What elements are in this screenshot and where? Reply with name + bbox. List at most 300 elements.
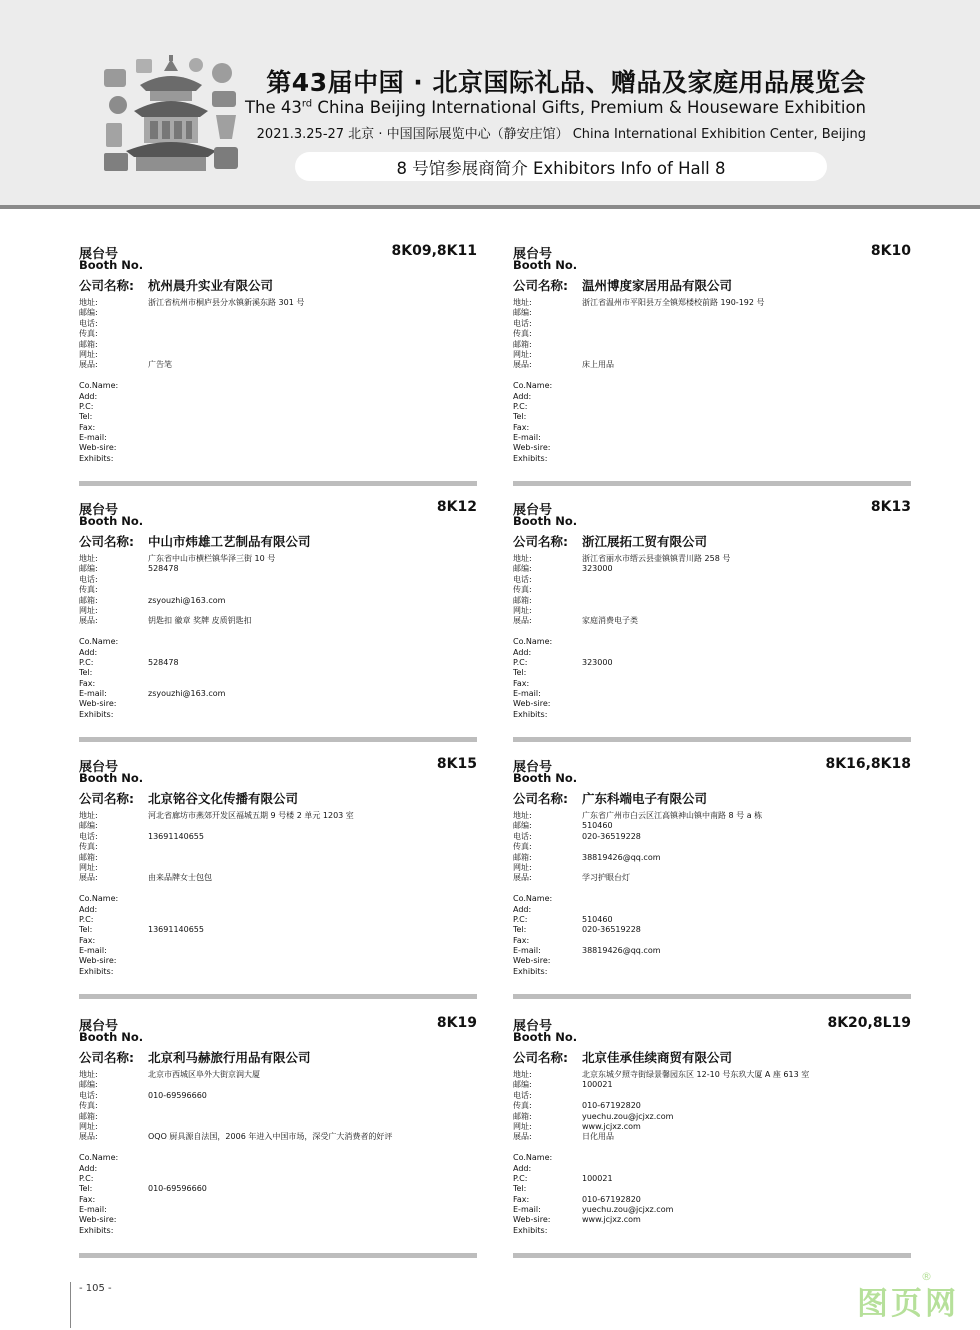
detail-row — [513, 699, 911, 709]
detail-label: Exhibits: — [79, 966, 114, 976]
detail-spacer — [79, 1143, 477, 1153]
detail-label: 邮箱: — [79, 595, 98, 605]
detail-label: Fax: — [79, 1194, 96, 1204]
detail-label: 邮箱: — [79, 1111, 98, 1121]
detail-row — [513, 811, 911, 821]
detail-label: P.C: — [513, 914, 528, 924]
detail-label: Web-sire: — [79, 956, 117, 966]
company-label: 公司名称: — [513, 1050, 568, 1065]
detail-row — [513, 554, 911, 564]
exhibitor-card — [79, 756, 477, 999]
detail-row — [513, 585, 911, 595]
detail-label: 网址: — [79, 605, 98, 615]
company-name: 广东科端电子有限公司 — [582, 791, 708, 806]
detail-label: 电话: — [79, 1090, 98, 1100]
exhibitor-details — [79, 554, 477, 720]
detail-value: 学习护眼台灯 — [582, 873, 630, 883]
detail-label: 地址: — [79, 811, 98, 820]
detail-label: 电话: — [513, 318, 532, 328]
exhibition-title-cn: 第43届中国 · 北京国际礼品、赠品及家庭用品展览会 — [266, 68, 866, 97]
detail-row — [79, 433, 477, 443]
detail-label: 传真: — [79, 329, 98, 339]
detail-label: Fax: — [79, 678, 96, 688]
detail-label: Fax: — [79, 935, 96, 945]
detail-label: 邮编: — [79, 1080, 98, 1090]
company-label: 公司名称: — [513, 791, 568, 806]
detail-label: 传真: — [513, 585, 532, 595]
detail-value: 钥匙扣 徽章 奖牌 皮质钥匙扣 — [148, 616, 252, 626]
detail-label: Add: — [513, 647, 532, 657]
detail-label: 网址: — [79, 1121, 98, 1131]
detail-row — [513, 329, 911, 339]
detail-row — [79, 658, 477, 668]
detail-value: 家庭消费电子类 — [582, 616, 638, 626]
detail-row — [79, 832, 477, 842]
detail-label: Co.Name: — [513, 381, 553, 391]
detail-label: Tel: — [513, 412, 527, 422]
detail-row — [513, 616, 911, 626]
detail-row — [79, 1132, 477, 1142]
detail-row — [79, 1226, 477, 1236]
detail-row — [79, 1184, 477, 1194]
exhibition-title-en — [245, 98, 866, 117]
card-divider — [79, 481, 477, 486]
detail-row — [513, 1091, 911, 1101]
detail-label: Web-sire: — [79, 699, 117, 709]
detail-row — [79, 863, 477, 873]
detail-row — [513, 1195, 911, 1205]
booth-label-cn: 展台号 — [79, 503, 119, 518]
booth-label-cn: 展台号 — [513, 1019, 553, 1034]
detail-row — [79, 689, 477, 699]
detail-row — [79, 564, 477, 574]
detail-row — [79, 905, 477, 915]
exhibitor-card — [79, 499, 477, 742]
detail-label: P.C: — [79, 401, 94, 411]
detail-label: Co.Name: — [79, 381, 119, 391]
detail-label: 邮箱: — [513, 339, 532, 349]
detail-row — [513, 1153, 911, 1163]
detail-label: 展品: — [79, 873, 98, 883]
detail-row — [513, 596, 911, 606]
detail-row — [513, 392, 911, 402]
detail-row — [79, 853, 477, 863]
booth-number: 8K10 — [870, 243, 911, 259]
detail-row — [79, 381, 477, 391]
detail-label: E-mail: — [79, 433, 107, 443]
title-en-prefix: The 43 — [244, 98, 302, 117]
detail-value: 010-69596660 — [148, 1090, 207, 1100]
detail-label: Add: — [513, 904, 532, 914]
detail-label: 地址: — [513, 554, 532, 563]
detail-label: Exhibits: — [79, 709, 114, 719]
detail-row — [513, 1122, 911, 1132]
detail-label: 传真: — [513, 1101, 532, 1111]
detail-value: 010-67192820 — [582, 1101, 641, 1111]
detail-value: 13691140655 — [148, 831, 204, 841]
detail-value: 010-69596660 — [148, 1184, 207, 1194]
card-divider — [513, 994, 911, 999]
detail-spacer — [513, 1143, 911, 1153]
detail-label: 展品: — [79, 616, 98, 626]
detail-row — [513, 606, 911, 616]
detail-label: 地址: — [513, 1070, 532, 1079]
detail-value: 床上用品 — [582, 360, 614, 370]
booth-number: 8K13 — [870, 499, 911, 515]
exhibitor-details — [513, 811, 911, 977]
booth-label-cn: 展台号 — [513, 760, 553, 775]
detail-label: E-mail: — [513, 1205, 541, 1215]
detail-label: Co.Name: — [79, 894, 119, 904]
detail-row — [513, 842, 911, 852]
detail-row — [513, 873, 911, 883]
detail-label: 邮箱: — [79, 339, 98, 349]
detail-row — [513, 1164, 911, 1174]
detail-row — [79, 1070, 477, 1080]
detail-row — [79, 319, 477, 329]
detail-label: Fax: — [79, 422, 96, 432]
detail-value: 38819426@qq.com — [582, 852, 661, 862]
detail-row — [79, 308, 477, 318]
exhibitor-details — [513, 554, 911, 720]
detail-label: Web-sire: — [513, 1215, 551, 1225]
detail-row — [513, 381, 911, 391]
detail-row — [513, 905, 911, 915]
detail-row — [513, 1080, 911, 1090]
booth-number: 8K15 — [436, 756, 477, 772]
company-label: 公司名称: — [79, 791, 134, 806]
detail-label: 电话: — [513, 831, 532, 841]
detail-label: 地址: — [79, 298, 98, 307]
detail-row — [513, 1174, 911, 1184]
detail-label: Exhibits: — [513, 1225, 548, 1235]
detail-row — [513, 967, 911, 977]
detail-row — [513, 956, 911, 966]
exhibitor-card — [79, 1015, 477, 1258]
company-name: 北京铭谷文化传播有限公司 — [148, 791, 299, 806]
detail-row — [79, 329, 477, 339]
exhibitor-card — [513, 756, 911, 999]
detail-row — [79, 1080, 477, 1090]
detail-label: E-mail: — [513, 689, 541, 699]
detail-label: 邮编: — [79, 564, 98, 574]
detail-row — [79, 648, 477, 658]
detail-value: 323000 — [582, 657, 613, 667]
detail-row — [513, 637, 911, 647]
detail-value: 浙江省丽水市缙云县壶镇镇青川路 258 号 — [582, 554, 731, 563]
detail-spacer — [79, 371, 477, 381]
detail-row — [513, 433, 911, 443]
detail-row — [79, 821, 477, 831]
detail-label: Exhibits: — [513, 453, 548, 463]
detail-label: Tel: — [79, 1184, 93, 1194]
detail-label: Add: — [79, 1163, 98, 1173]
title-en-ordinal: rd — [301, 98, 313, 110]
company-label: 公司名称: — [79, 1050, 134, 1065]
detail-row — [513, 575, 911, 585]
company-name: 北京利马赫旅行用品有限公司 — [148, 1050, 311, 1065]
detail-row — [513, 350, 911, 360]
detail-row — [513, 454, 911, 464]
detail-label: 邮箱: — [513, 595, 532, 605]
detail-row — [79, 1215, 477, 1225]
company-name: 温州博度家居用品有限公司 — [582, 278, 733, 293]
detail-label: 邮箱: — [513, 852, 532, 862]
detail-label: Co.Name: — [79, 1153, 119, 1163]
detail-value: 020-36519228 — [582, 831, 641, 841]
detail-row — [513, 894, 911, 904]
detail-label: 地址: — [513, 298, 532, 307]
detail-label: Tel: — [79, 412, 93, 422]
detail-row — [79, 596, 477, 606]
detail-spacer — [79, 627, 477, 637]
booth-number: 8K16,8K18 — [825, 756, 911, 772]
card-divider — [79, 994, 477, 999]
footer-divider — [70, 1282, 71, 1328]
detail-label: E-mail: — [79, 946, 107, 956]
detail-row — [79, 1205, 477, 1215]
detail-label: 地址: — [79, 1070, 98, 1079]
detail-row — [79, 936, 477, 946]
detail-value: yuechu.zou@jcjxz.com — [582, 1205, 674, 1215]
detail-label: Fax: — [513, 1194, 530, 1204]
detail-row — [79, 842, 477, 852]
detail-row — [79, 894, 477, 904]
detail-row — [513, 1112, 911, 1122]
detail-label: 邮编: — [513, 308, 532, 318]
watermark: 图页网 — [857, 1286, 959, 1322]
detail-label: E-mail: — [513, 433, 541, 443]
detail-value: 北京东城夕照寺街绿景馨园东区 12-10 号东玖大厦 A 座 613 室 — [582, 1070, 810, 1079]
company-label: 公司名称: — [513, 534, 568, 549]
detail-label: 邮箱: — [513, 1111, 532, 1121]
detail-label: 展品: — [79, 360, 98, 370]
detail-label: 网址: — [79, 862, 98, 872]
detail-row — [79, 1153, 477, 1163]
detail-label: Co.Name: — [513, 637, 553, 647]
detail-label: P.C: — [513, 657, 528, 667]
detail-label: 展品: — [513, 360, 532, 370]
detail-row — [513, 319, 911, 329]
detail-row — [513, 668, 911, 678]
detail-label: 展品: — [513, 616, 532, 626]
company-name: 中山市炜雄工艺制品有限公司 — [148, 534, 311, 549]
detail-label: 网址: — [513, 1121, 532, 1131]
card-divider — [513, 1253, 911, 1258]
detail-row — [79, 915, 477, 925]
detail-row — [79, 1101, 477, 1111]
booth-number: 8K19 — [436, 1015, 477, 1031]
detail-value: 浙江省杭州市桐庐县分水镇新溪东路 301 号 — [148, 298, 305, 307]
detail-label: Co.Name: — [79, 637, 119, 647]
detail-row — [513, 360, 911, 370]
detail-row — [513, 308, 911, 318]
booth-label-cn: 展台号 — [79, 1019, 119, 1034]
company-name: 北京佳承佳续商贸有限公司 — [582, 1050, 733, 1065]
detail-label: 展品: — [513, 873, 532, 883]
detail-label: Add: — [79, 647, 98, 657]
booth-label-en: Booth No. — [513, 514, 578, 528]
detail-label: Add: — [79, 904, 98, 914]
detail-spacer — [513, 371, 911, 381]
header-divider — [0, 205, 980, 209]
detail-value: 010-67192820 — [582, 1194, 641, 1204]
booth-label-cn: 展台号 — [79, 760, 119, 775]
detail-label: 传真: — [79, 585, 98, 595]
detail-row — [79, 298, 477, 308]
detail-spacer — [513, 884, 911, 894]
detail-value: 由来品牌女士包包 — [148, 873, 212, 883]
detail-label: Exhibits: — [513, 966, 548, 976]
detail-label: Tel: — [513, 668, 527, 678]
detail-row — [513, 936, 911, 946]
detail-spacer — [513, 627, 911, 637]
detail-row — [79, 350, 477, 360]
detail-row — [79, 443, 477, 453]
detail-row — [79, 412, 477, 422]
watermark-registered-mark: ® — [921, 1270, 932, 1283]
company-label: 公司名称: — [79, 534, 134, 549]
detail-label: Co.Name: — [513, 1153, 553, 1163]
detail-label: Fax: — [513, 422, 530, 432]
booth-number: 8K20,8L19 — [827, 1015, 911, 1031]
detail-label: 地址: — [79, 554, 98, 563]
detail-row — [79, 946, 477, 956]
detail-value: 北京市西城区阜外大街京润大厦 — [148, 1070, 260, 1079]
detail-label: Web-sire: — [513, 443, 551, 453]
detail-label: 电话: — [79, 574, 98, 584]
booth-label-en: Booth No. — [79, 1030, 144, 1044]
exhibition-date-venue: 2021.3.25-27 北京 · 中国国际展览中心（静安庄馆） China International Exhibition Center, Beijing — [256, 127, 866, 142]
detail-row — [79, 1195, 477, 1205]
detail-row — [513, 946, 911, 956]
detail-row — [513, 412, 911, 422]
detail-row — [79, 1112, 477, 1122]
detail-value: www.jcjxz.com — [582, 1215, 641, 1225]
detail-value: 100021 — [582, 1080, 613, 1090]
detail-value: 020-36519228 — [582, 925, 641, 935]
card-divider — [79, 1253, 477, 1258]
detail-row — [79, 967, 477, 977]
detail-label: Web-sire: — [79, 443, 117, 453]
detail-row — [79, 956, 477, 966]
detail-row — [513, 648, 911, 658]
detail-label: E-mail: — [79, 689, 107, 699]
detail-row — [513, 1101, 911, 1111]
detail-row — [513, 853, 911, 863]
detail-value: 38819426@qq.com — [582, 946, 661, 956]
company-name: 杭州晨升实业有限公司 — [148, 278, 274, 293]
detail-label: Co.Name: — [513, 894, 553, 904]
detail-label: Tel: — [513, 925, 527, 935]
detail-label: Web-sire: — [513, 699, 551, 709]
exhibitor-card — [513, 243, 911, 486]
detail-row — [79, 423, 477, 433]
detail-row — [79, 454, 477, 464]
detail-row — [513, 658, 911, 668]
detail-row — [79, 1164, 477, 1174]
detail-label: P.C: — [79, 1173, 94, 1183]
detail-value: 528478 — [148, 657, 179, 667]
detail-label: 传真: — [513, 329, 532, 339]
detail-label: Add: — [513, 1163, 532, 1173]
detail-label: Tel: — [79, 925, 93, 935]
detail-value: 510460 — [582, 914, 613, 924]
detail-row — [513, 443, 911, 453]
exhibitor-details — [513, 298, 911, 464]
booth-label-en: Booth No. — [79, 258, 144, 272]
detail-label: 邮编: — [79, 821, 98, 831]
detail-value: 日化用品 — [582, 1132, 614, 1142]
detail-label: 展品: — [513, 1132, 532, 1142]
detail-label: 电话: — [513, 1090, 532, 1100]
detail-label: E-mail: — [513, 946, 541, 956]
detail-row — [79, 402, 477, 412]
detail-row — [79, 1174, 477, 1184]
detail-value: zsyouzhi@163.com — [148, 595, 226, 605]
detail-row — [513, 1215, 911, 1225]
card-divider — [513, 737, 911, 742]
detail-value: 广告笔 — [148, 360, 172, 370]
detail-row — [513, 564, 911, 574]
detail-label: P.C: — [513, 401, 528, 411]
detail-label: 传真: — [79, 1101, 98, 1111]
detail-row — [79, 606, 477, 616]
booth-label-en: Booth No. — [79, 514, 144, 528]
exhibitor-card — [513, 1015, 911, 1258]
detail-row — [513, 915, 911, 925]
detail-label: P.C: — [513, 1173, 528, 1183]
detail-row — [79, 360, 477, 370]
card-divider — [79, 737, 477, 742]
detail-label: Exhibits: — [513, 709, 548, 719]
hall-info-banner: 8 号馆参展商简介 Exhibitors Info of Hall 8 — [295, 152, 827, 181]
exhibitor-card — [79, 243, 477, 486]
booth-label-en: Booth No. — [513, 258, 578, 272]
detail-row — [79, 699, 477, 709]
detail-label: Fax: — [513, 678, 530, 688]
detail-row — [513, 402, 911, 412]
booth-label-cn: 展台号 — [513, 503, 553, 518]
detail-label: 邮编: — [513, 821, 532, 831]
detail-label: 传真: — [513, 842, 532, 852]
detail-row — [513, 863, 911, 873]
detail-row — [513, 679, 911, 689]
detail-value: OQO 厨具源自法国，2006 年进入中国市场，深受广大消费者的好评 — [148, 1132, 393, 1142]
detail-value: yuechu.zou@jcjxz.com — [582, 1111, 674, 1121]
detail-value: 广东省广州市白云区江高镇神山镇中南路 8 号 a 栋 — [582, 811, 763, 820]
detail-label: Add: — [79, 391, 98, 401]
detail-label: 展品: — [79, 1132, 98, 1142]
detail-row — [513, 1070, 911, 1080]
detail-label: 电话: — [79, 318, 98, 328]
exhibition-logo-icon — [100, 55, 242, 175]
company-name: 浙江展拓工贸有限公司 — [582, 534, 708, 549]
booth-label-en: Booth No. — [513, 771, 578, 785]
exhibitor-details — [79, 811, 477, 977]
detail-row — [513, 689, 911, 699]
title-en-suffix: China Beijing International Gifts, Premium & Houseware Exhibition — [312, 98, 866, 117]
exhibitor-details — [513, 1070, 911, 1236]
detail-value: 广东省中山市横栏镇华泽三街 10 号 — [148, 554, 276, 563]
detail-row — [79, 554, 477, 564]
detail-row — [513, 1184, 911, 1194]
detail-label: 邮编: — [513, 1080, 532, 1090]
detail-label: Web-sire: — [513, 956, 551, 966]
detail-row — [79, 616, 477, 626]
detail-label: 电话: — [79, 831, 98, 841]
detail-row — [79, 710, 477, 720]
